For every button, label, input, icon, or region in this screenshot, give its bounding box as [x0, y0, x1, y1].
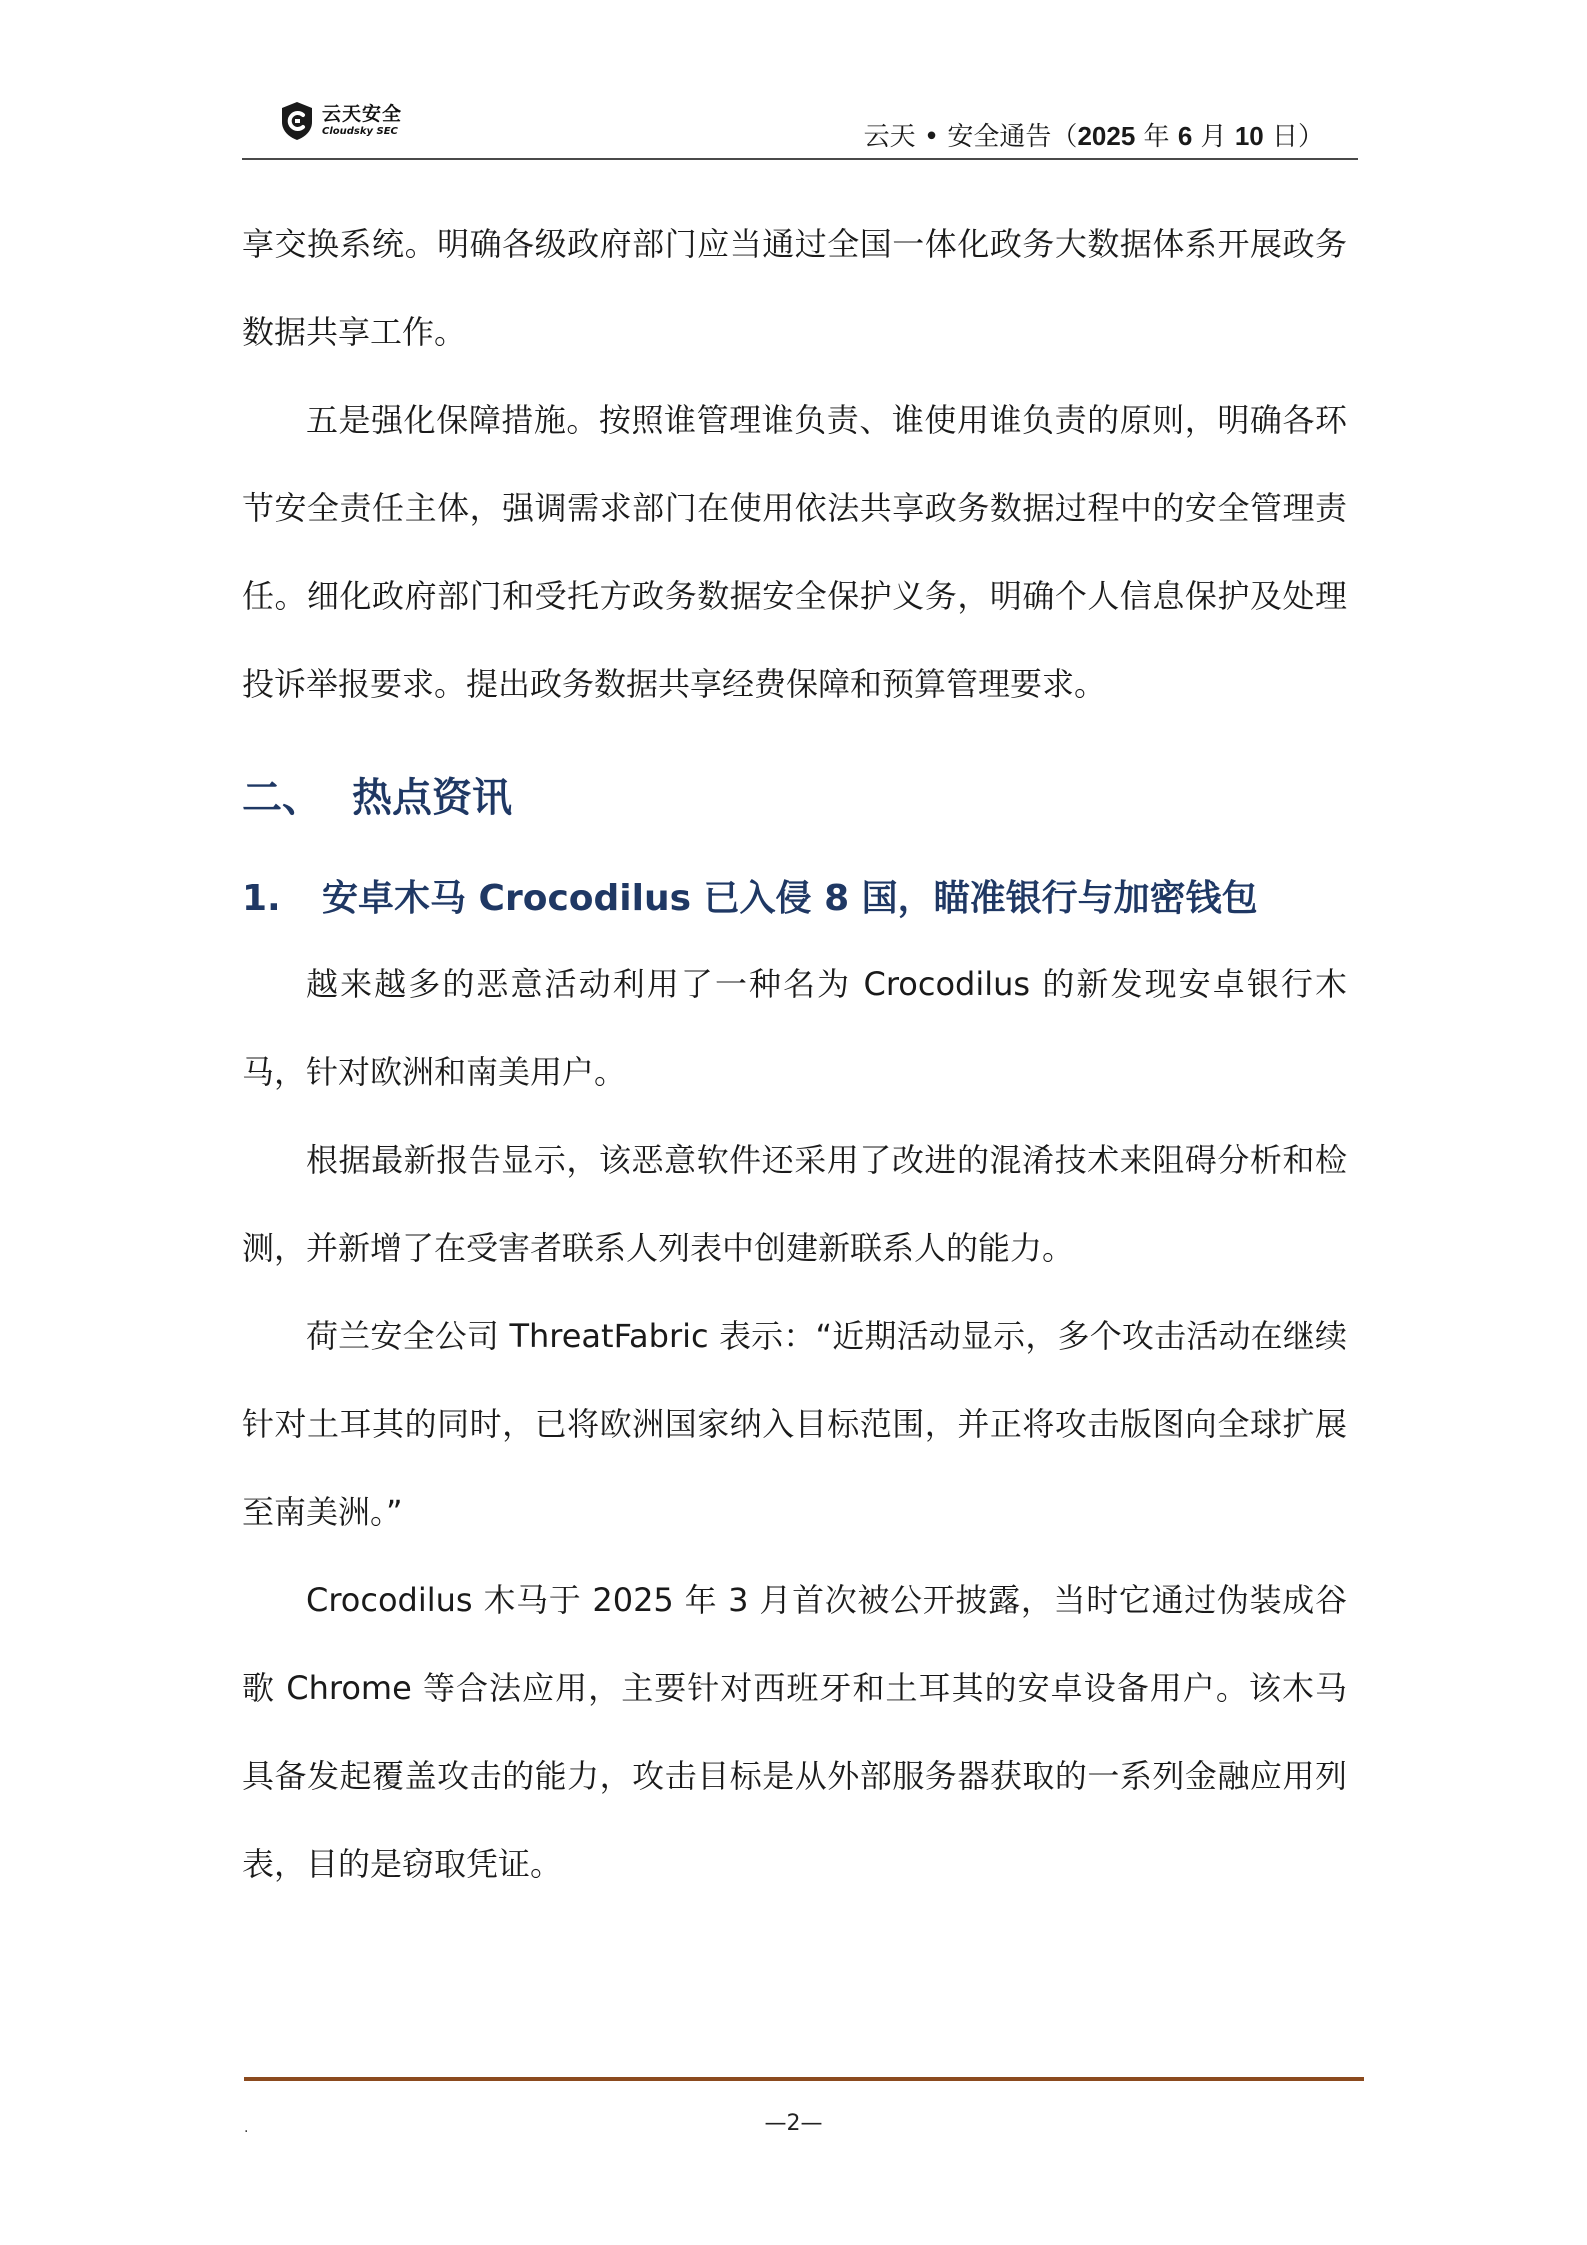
bulletin-month: 6 — [1177, 121, 1193, 151]
paragraph-threatfabric-quote: 荷兰安全公司 ThreatFabric 表示：“近期活动显示，多个攻击活动在继续针对土耳其的同时，已将欧洲国家纳入目标范围，并正将攻击版图向全球扩展至南美洲。” — [242, 1317, 1347, 1531]
footer-dot: . — [244, 2120, 249, 2136]
article-heading — [242, 848, 1347, 940]
logo-english-name: Cloudsky SEC — [322, 126, 398, 137]
bulletin-title-prefix: 云天 • 安全通告（ — [863, 122, 1078, 152]
footer-divider — [244, 2077, 1364, 2081]
paragraph-crocodilus-background: Crocodilus 木马于 2025 年 3 月首次被公开披露，当时它通过伪装成谷歌 Chrome 等合法应用，主要针对西班牙和土耳其的安卓设备用户。该木马具备发起覆盖攻击的能力，攻击目标是从外部服务器获取的一系列金融应用列表，目的是窃取凭证。 — [242, 1581, 1347, 1883]
month-unit: 月 — [1192, 122, 1235, 152]
paragraph-safeguard-measures: 五是强化保障措施。按照谁管理谁负责、谁使用谁负责的原则，明确各环节安全责任主体，强调需求部门在使用依法共享政务数据过程中的安全管理责任。细化政府部门和受托方政务数据安全保护义务，明确个人信息保护及处理投诉举报要求。提出政务数据共享经费保障和预算管理要求。 — [242, 401, 1347, 703]
bulletin-title-suffix: 日） — [1263, 122, 1324, 152]
paragraph-data-sharing-system: 享交换系统。明确各级政府部门应当通过全国一体化政务大数据体系开展政务数据共享工作。 — [242, 225, 1347, 351]
page-number: —2— — [764, 2111, 823, 2136]
company-logo — [278, 98, 402, 144]
logo-chinese-name: 云天安全 — [322, 103, 403, 125]
page-header — [242, 88, 1358, 160]
paragraph-crocodilus-intro: 越来越多的恶意活动利用了一种名为 Crocodilus 的新发现安卓银行木马，针对欧洲和南美用户。 — [242, 965, 1347, 1091]
page-body — [242, 200, 1347, 1908]
bulletin-day: 10 — [1234, 121, 1264, 151]
year-unit: 年 — [1135, 122, 1178, 152]
section-number: 二、 — [242, 775, 322, 821]
cloudsky-logo-icon — [278, 100, 316, 142]
article-title: 安卓木马 Crocodilus 已入侵 8 国，瞄准银行与加密钱包 — [322, 878, 1258, 919]
section-heading — [242, 728, 1347, 848]
article-number: 1. — [242, 878, 281, 919]
header-divider — [242, 158, 1358, 160]
bulletin-year: 2025 — [1077, 121, 1136, 151]
paragraph-report-findings: 根据最新报告显示，该恶意软件还采用了改进的混淆技术来阻碍分析和检测，并新增了在受害者联系人列表中创建新联系人的能力。 — [242, 1141, 1347, 1267]
bulletin-title — [864, 116, 1324, 153]
section-title: 热点资讯 — [352, 775, 512, 821]
